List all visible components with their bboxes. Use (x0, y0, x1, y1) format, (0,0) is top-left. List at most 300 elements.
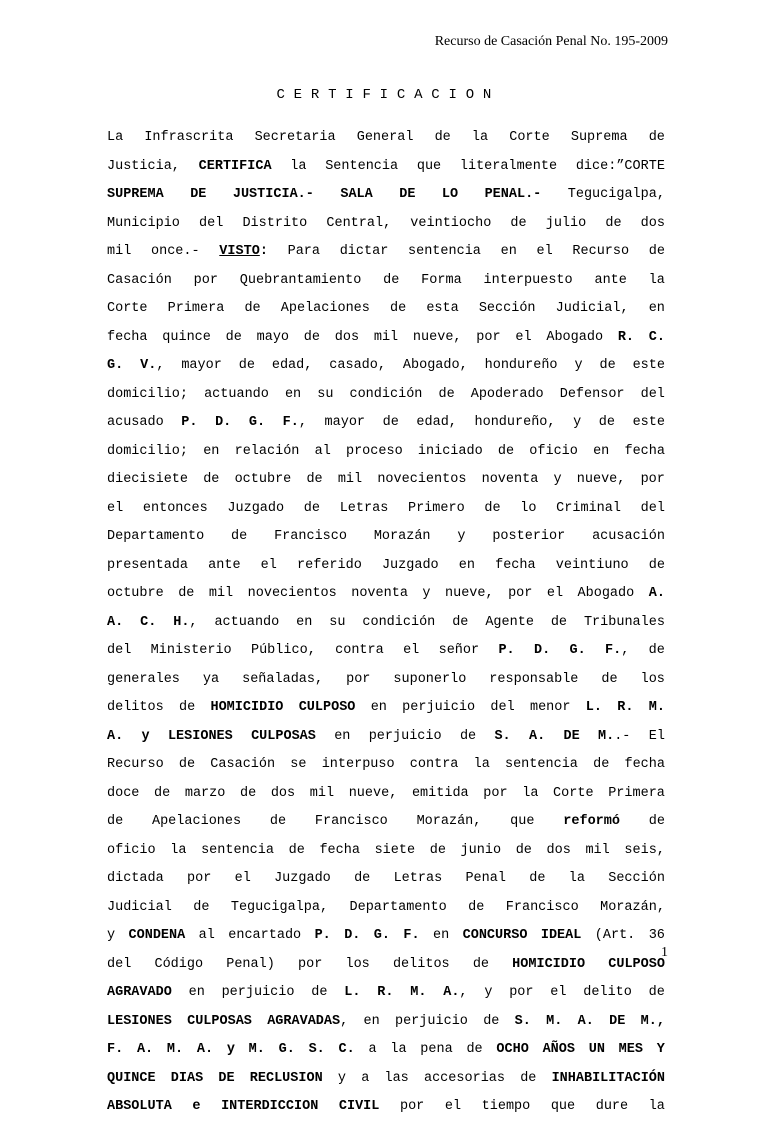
word-group (422, 580, 430, 609)
text-line (107, 1093, 665, 1122)
word-group (173, 609, 197, 638)
word: lo (520, 500, 537, 516)
word: se (290, 757, 307, 772)
word: once.- (151, 244, 200, 259)
word: generales (107, 671, 180, 687)
word: de (240, 785, 257, 801)
word: Criminal (556, 500, 621, 516)
word: Penal (465, 871, 506, 886)
word: Defensor (559, 386, 625, 402)
word-group (345, 951, 369, 980)
word-group (274, 523, 347, 552)
word-group (228, 922, 301, 951)
word-group (649, 124, 665, 153)
word: el (444, 1099, 462, 1114)
word: y (107, 928, 116, 943)
word: Y (656, 1042, 665, 1057)
word-group (107, 951, 131, 980)
word: de (434, 130, 451, 145)
word-group (596, 1093, 628, 1122)
word: nueve, (412, 329, 462, 345)
word-group (261, 552, 277, 581)
word: julio (545, 215, 587, 231)
word: mayor (324, 415, 366, 430)
word: la (473, 757, 490, 772)
text-line (107, 808, 665, 837)
word: domicilio; (107, 443, 189, 459)
word-group (649, 324, 665, 353)
text-line (107, 238, 665, 267)
word: Morazán (373, 529, 431, 544)
word: G. (373, 928, 390, 943)
word: S. (514, 1013, 531, 1029)
word: perjuicio (368, 728, 442, 744)
word-group (272, 352, 313, 381)
word: P. (181, 415, 198, 430)
word: F. (605, 643, 622, 658)
word: señor (438, 643, 480, 658)
word-group (235, 438, 300, 467)
word-group (249, 1036, 265, 1065)
word-group (551, 609, 567, 638)
word-group (304, 495, 320, 524)
word: Primera (608, 785, 665, 801)
word-group (605, 637, 629, 666)
word: oficio (107, 842, 156, 858)
word: la (648, 1099, 665, 1114)
word: octubre (234, 472, 292, 487)
word-group (107, 894, 172, 923)
word: Quebrantamiento (239, 272, 362, 288)
word: A. (136, 1042, 154, 1057)
word: hondureño, (474, 415, 556, 430)
word-group (374, 324, 398, 353)
word-group (210, 694, 283, 723)
word: Primero (407, 500, 465, 516)
word-group (515, 324, 531, 353)
word: M. (640, 1013, 657, 1029)
word-group (178, 580, 194, 609)
word: Letras (339, 500, 389, 516)
word: de (354, 871, 371, 886)
word-group (403, 637, 419, 666)
word: este (632, 358, 665, 373)
text-line (107, 894, 665, 923)
word: en (593, 443, 610, 459)
word: sentencia (201, 842, 274, 858)
word-group (618, 324, 634, 353)
word: menor (529, 700, 571, 715)
word-group (274, 865, 331, 894)
word: Francisco (505, 899, 579, 915)
word-group (362, 609, 435, 638)
word: los (345, 956, 370, 972)
word: SUPREMA (107, 187, 164, 202)
word: 36 (648, 928, 665, 943)
text-line (107, 523, 665, 552)
word: Público, (250, 643, 316, 658)
word: Francisco (314, 814, 388, 829)
word-group (529, 438, 578, 467)
word-group (657, 1036, 665, 1065)
word-group (608, 780, 665, 809)
word-group (599, 352, 615, 381)
word-group (649, 979, 665, 1008)
word: mil (309, 785, 335, 801)
text-line (107, 295, 665, 324)
word: encartado (228, 928, 302, 943)
word: en (284, 386, 302, 402)
word: JUSTICIA.- (232, 187, 314, 202)
word: Casación (210, 757, 276, 772)
word: SALA (340, 187, 373, 202)
word: por (298, 956, 323, 972)
word-group (222, 979, 295, 1008)
word: novecientos (247, 586, 337, 601)
word-group (227, 495, 284, 524)
text-line (107, 780, 665, 809)
word: que (510, 814, 535, 829)
word-group (168, 295, 225, 324)
word-group (214, 609, 279, 638)
word-group (394, 865, 443, 894)
word: doce (107, 785, 140, 801)
word: dos (334, 329, 360, 345)
text-line (107, 922, 665, 951)
word: Departamento (349, 899, 447, 915)
word: dictada (107, 871, 164, 886)
word: en (363, 1013, 380, 1029)
word-group (107, 495, 123, 524)
page-number: 1 (661, 945, 668, 960)
word: en (370, 700, 387, 715)
word-group (572, 238, 629, 267)
word-group (369, 723, 442, 752)
word-group (107, 922, 115, 951)
running-header: Recurso de Casación Penal No. 195-2009 (434, 34, 668, 49)
word: PENAL.- (484, 187, 542, 202)
word: el (536, 244, 553, 259)
word: en (296, 614, 313, 630)
word: nueve, (445, 586, 494, 601)
word: G. (569, 643, 586, 658)
word: la (390, 1042, 407, 1057)
word: relación (234, 443, 300, 459)
word: V. (140, 358, 157, 373)
word-group (592, 523, 665, 552)
word: del (199, 215, 224, 231)
word-group (574, 352, 582, 381)
word-group (107, 381, 188, 410)
word: noventa (481, 472, 539, 487)
word-group (349, 780, 398, 809)
word: la (471, 130, 489, 145)
word-group (649, 694, 665, 723)
text-line (107, 694, 665, 723)
word: hondureño (484, 358, 558, 373)
word: en (458, 557, 475, 573)
word-group (189, 979, 205, 1008)
word-group (285, 381, 301, 410)
word: de (390, 301, 407, 316)
word: QUINCE (107, 1070, 156, 1086)
word: e (192, 1099, 201, 1114)
word: edad, (416, 415, 457, 430)
word: Sección (478, 301, 536, 316)
word-group (552, 1065, 665, 1094)
word: F. (403, 928, 420, 943)
word-group (390, 1036, 406, 1065)
word: de (648, 130, 665, 145)
word: veintiuno (555, 557, 629, 573)
word: Judicial, (555, 301, 629, 316)
word-group (227, 1036, 235, 1065)
word: perjuicio (221, 985, 295, 1000)
word-group (550, 979, 566, 1008)
word-group (350, 894, 447, 923)
word-group (529, 723, 545, 752)
word: de (154, 785, 171, 801)
word-group (107, 865, 164, 894)
word-group (242, 666, 323, 695)
word: la (290, 158, 307, 174)
word: por (346, 671, 371, 687)
word-group (185, 780, 226, 809)
word-group (508, 580, 532, 609)
word-group (340, 181, 372, 210)
text-line (107, 552, 665, 581)
word-group (143, 495, 208, 524)
word-group (329, 352, 386, 381)
word: de (648, 557, 665, 573)
word-group (512, 951, 585, 980)
word-group (201, 837, 274, 866)
word-group (649, 637, 665, 666)
word-group (492, 523, 565, 552)
word-group (495, 552, 536, 581)
word: Francisco (274, 529, 347, 544)
word-group (271, 780, 295, 809)
word-group (466, 1036, 482, 1065)
word: Código (154, 956, 204, 972)
word: , (459, 985, 468, 1000)
word: CERTIFICA (198, 158, 272, 174)
word: de (107, 814, 124, 829)
word-group (107, 694, 164, 723)
word: P. (498, 643, 515, 658)
word: ABSOLUTA (107, 1099, 172, 1114)
word-group (197, 1036, 213, 1065)
word-group (484, 267, 573, 296)
word: el (546, 586, 564, 601)
word: CONDENA (128, 928, 186, 943)
text-line (107, 181, 665, 210)
word-group (107, 637, 131, 666)
word: L. (344, 985, 361, 1000)
word-group (490, 694, 514, 723)
word: Para (287, 244, 321, 259)
word: sentencia (408, 244, 481, 259)
word: C. (338, 1042, 355, 1057)
word-group (383, 409, 399, 438)
word: OCHO (496, 1042, 529, 1057)
word: , (621, 643, 630, 658)
word: interpuso (321, 757, 395, 772)
word: LO (441, 187, 459, 202)
text-line (107, 409, 665, 438)
word-group (553, 780, 594, 809)
word-group (418, 438, 483, 467)
word-group (162, 324, 211, 353)
word: de (231, 529, 248, 544)
word: CIVIL (338, 1099, 380, 1114)
text-line (107, 210, 665, 239)
text-line (107, 466, 665, 495)
word-group (501, 238, 517, 267)
word-group (107, 438, 188, 467)
word: la (568, 871, 585, 886)
word-group (192, 1093, 200, 1122)
word-group (485, 181, 542, 210)
word-group (609, 1008, 625, 1037)
word-group (641, 1008, 665, 1037)
word-group (181, 409, 197, 438)
word: de (598, 415, 615, 430)
word: de (306, 472, 323, 487)
word: iniciado (417, 443, 483, 459)
word-group (317, 381, 333, 410)
word-group (210, 751, 275, 780)
word: del (640, 386, 665, 402)
word: por (640, 472, 665, 487)
word: C. (648, 329, 665, 345)
word-group (151, 637, 232, 666)
word: D. (344, 928, 361, 943)
word: Central, (326, 215, 392, 231)
text-line (107, 751, 665, 780)
word-group (144, 124, 233, 153)
word-group (510, 210, 526, 239)
word-group (240, 780, 256, 809)
word: Apelaciones (151, 814, 242, 829)
word-group (231, 523, 247, 552)
word: CONCURSO (462, 928, 528, 943)
word: F. (282, 415, 299, 430)
word-group (563, 723, 579, 752)
word-group (203, 438, 219, 467)
word-group (435, 124, 451, 153)
word-group (390, 295, 406, 324)
word: su (329, 614, 346, 630)
word: condición (349, 386, 423, 402)
word: dos (270, 785, 296, 801)
word: DE (609, 1013, 626, 1029)
text-line (107, 979, 665, 1008)
word: seis, (624, 842, 665, 858)
word: novecientos (377, 472, 467, 487)
word-group (357, 124, 414, 153)
word-group (244, 295, 260, 324)
word-group (483, 1008, 499, 1037)
word-group (485, 352, 558, 381)
word-group (537, 238, 553, 267)
word: acusado (107, 415, 164, 430)
word: , (189, 614, 198, 630)
word-group (167, 1036, 183, 1065)
word-group (474, 751, 490, 780)
word: A. (648, 586, 665, 601)
word-group (107, 751, 164, 780)
word: dictar (339, 244, 389, 259)
certification-body (107, 124, 665, 1122)
word: Morazán, (600, 899, 665, 915)
word-group (107, 324, 148, 353)
word: M. (410, 985, 427, 1000)
text-line (107, 580, 665, 609)
word-group (509, 124, 550, 153)
word-group (107, 837, 156, 866)
word: Distrito (242, 215, 308, 231)
word-group (137, 1036, 153, 1065)
word-group (509, 979, 533, 1008)
word-group (375, 837, 416, 866)
word-group (107, 552, 188, 581)
word-group (551, 1093, 575, 1122)
word: , (156, 358, 165, 373)
word-group (281, 295, 370, 324)
word: G. (107, 358, 124, 373)
word-group (346, 438, 403, 467)
word-group (530, 694, 571, 723)
word: DIAS (170, 1070, 204, 1086)
text-line (107, 495, 665, 524)
word: fecha (319, 842, 360, 858)
word: Ministerio (150, 643, 232, 658)
word-group (235, 466, 292, 495)
word-group (170, 837, 186, 866)
word: CULPOSO (298, 700, 356, 715)
word-group (203, 666, 219, 695)
word: el (234, 871, 251, 886)
word: quince (162, 329, 211, 345)
word: las (384, 1070, 409, 1086)
word-group (322, 751, 395, 780)
word-group (546, 1008, 562, 1037)
word-group (516, 837, 532, 866)
word: de (484, 500, 501, 516)
word: D. (215, 415, 232, 430)
word: y (484, 985, 493, 1000)
word: R. (377, 985, 394, 1000)
word: y (141, 728, 150, 744)
word: A. (107, 614, 124, 630)
word: por (509, 985, 534, 1000)
word: Corte (107, 301, 148, 316)
word: actuando (204, 386, 269, 402)
word-group (193, 894, 209, 923)
word-group (489, 666, 578, 695)
word-group (190, 181, 206, 210)
word-group (340, 495, 389, 524)
word: al (314, 443, 331, 459)
word: entonces (142, 500, 208, 516)
word-group (240, 267, 362, 296)
word-group (344, 922, 360, 951)
word: CULPOSAS (251, 728, 316, 744)
word: pena (420, 1042, 453, 1057)
word-group (221, 1093, 318, 1122)
word: Tribunales (583, 614, 665, 630)
